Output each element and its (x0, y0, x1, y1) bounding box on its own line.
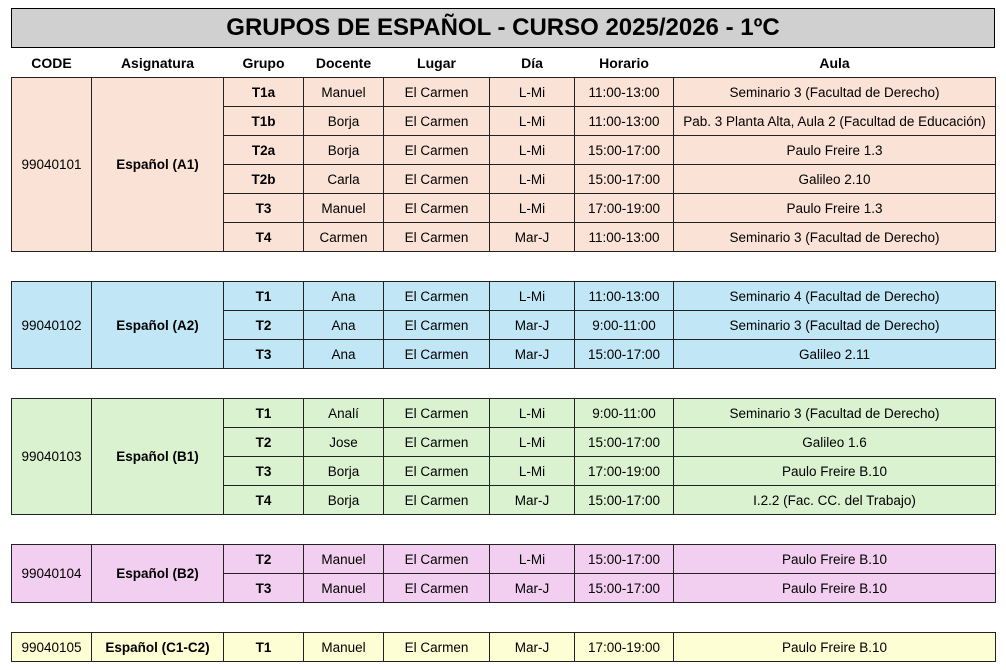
place-cell: El Carmen (384, 428, 490, 457)
group-cell: T3 (224, 194, 304, 223)
block-spacer (12, 515, 996, 545)
day-cell: L-Mi (490, 107, 575, 136)
place-cell: El Carmen (384, 136, 490, 165)
room-cell: Seminario 3 (Facultad de Derecho) (674, 223, 996, 252)
teacher-cell: Manuel (304, 633, 384, 662)
teacher-cell: Borja (304, 107, 384, 136)
day-cell: L-Mi (490, 165, 575, 194)
place-cell: El Carmen (384, 340, 490, 369)
room-cell: Seminario 3 (Facultad de Derecho) (674, 311, 996, 340)
block-spacer (12, 369, 996, 399)
table-row (12, 399, 996, 428)
header-code: CODE (31, 54, 72, 71)
teacher-cell: Carmen (304, 223, 384, 252)
time-cell: 15:00-17:00 (575, 165, 674, 194)
room-cell: Paulo Freire B.10 (674, 457, 996, 486)
course-code: 99040105 (12, 633, 92, 662)
day-cell: Mar-J (490, 223, 575, 252)
time-cell: 11:00-13:00 (575, 107, 674, 136)
teacher-cell: Ana (304, 311, 384, 340)
table-row (12, 282, 996, 311)
day-cell: Mar-J (490, 633, 575, 662)
place-cell: El Carmen (384, 486, 490, 515)
place-cell: El Carmen (384, 311, 490, 340)
group-cell: T3 (224, 340, 304, 369)
teacher-cell: Borja (304, 136, 384, 165)
group-cell: T1a (224, 78, 304, 107)
group-cell: T1 (224, 633, 304, 662)
teacher-cell: Ana (304, 282, 384, 311)
day-cell: Mar-J (490, 340, 575, 369)
day-cell: L-Mi (490, 457, 575, 486)
day-cell: L-Mi (490, 282, 575, 311)
room-cell: Paulo Freire B.10 (674, 545, 996, 574)
table-row (12, 545, 996, 574)
time-cell: 15:00-17:00 (575, 545, 674, 574)
teacher-cell: Analí (304, 399, 384, 428)
room-cell: Seminario 3 (Facultad de Derecho) (674, 399, 996, 428)
block-spacer (12, 252, 996, 282)
group-cell: T4 (224, 486, 304, 515)
teacher-cell: Manuel (304, 545, 384, 574)
group-cell: T4 (224, 223, 304, 252)
day-cell: L-Mi (490, 78, 575, 107)
place-cell: El Carmen (384, 107, 490, 136)
table-row (12, 78, 996, 107)
teacher-cell: Borja (304, 457, 384, 486)
place-cell: El Carmen (384, 223, 490, 252)
time-cell: 11:00-13:00 (575, 282, 674, 311)
teacher-cell: Carla (304, 165, 384, 194)
room-cell: Paulo Freire 1.3 (674, 136, 996, 165)
group-cell: T2 (224, 311, 304, 340)
header-horario: Horario (599, 54, 649, 71)
day-cell: L-Mi (490, 428, 575, 457)
group-cell: T2 (224, 428, 304, 457)
room-cell: Paulo Freire B.10 (674, 633, 996, 662)
place-cell: El Carmen (384, 194, 490, 223)
room-cell: Paulo Freire 1.3 (674, 194, 996, 223)
room-cell: I.2.2 (Fac. CC. del Trabajo) (674, 486, 996, 515)
time-cell: 15:00-17:00 (575, 136, 674, 165)
place-cell: El Carmen (384, 574, 490, 603)
day-cell: Mar-J (490, 574, 575, 603)
room-cell: Seminario 3 (Facultad de Derecho) (674, 78, 996, 107)
header-aula: Aula (819, 54, 850, 71)
schedule-sheet (11, 8, 995, 662)
time-cell: 17:00-19:00 (575, 457, 674, 486)
teacher-cell: Jose (304, 428, 384, 457)
header-dia: Día (521, 54, 543, 71)
teacher-cell: Manuel (304, 194, 384, 223)
time-cell: 15:00-17:00 (575, 340, 674, 369)
place-cell: El Carmen (384, 457, 490, 486)
page-title: GRUPOS DE ESPAÑOL - CURSO 2025/2026 - 1ºC (11, 8, 995, 48)
group-cell: T1 (224, 399, 304, 428)
time-cell: 17:00-19:00 (575, 633, 674, 662)
table-row (12, 633, 996, 662)
day-cell: L-Mi (490, 136, 575, 165)
course-code: 99040102 (12, 282, 92, 369)
teacher-cell: Ana (304, 340, 384, 369)
course-name: Español (A2) (92, 282, 224, 369)
header-docente: Docente (315, 54, 372, 71)
room-cell: Galileo 1.6 (674, 428, 996, 457)
place-cell: El Carmen (384, 78, 490, 107)
day-cell: Mar-J (490, 486, 575, 515)
course-name: Español (B1) (92, 399, 224, 515)
block-spacer (12, 603, 996, 633)
place-cell: El Carmen (384, 545, 490, 574)
room-cell: Seminario 4 (Facultad de Derecho) (674, 282, 996, 311)
place-cell: El Carmen (384, 282, 490, 311)
time-cell: 17:00-19:00 (575, 194, 674, 223)
course-name: Español (B2) (92, 545, 224, 603)
place-cell: El Carmen (384, 165, 490, 194)
time-cell: 11:00-13:00 (575, 78, 674, 107)
groups-table (11, 48, 996, 662)
group-cell: T1b (224, 107, 304, 136)
header-lugar: Lugar (417, 54, 456, 71)
course-name: Español (A1) (92, 78, 224, 252)
place-cell: El Carmen (384, 633, 490, 662)
group-cell: T3 (224, 457, 304, 486)
group-cell: T2b (224, 165, 304, 194)
teacher-cell: Manuel (304, 78, 384, 107)
header-row (12, 48, 996, 78)
room-cell: Paulo Freire B.10 (674, 574, 996, 603)
group-cell: T2 (224, 545, 304, 574)
course-code: 99040101 (12, 78, 92, 252)
course-code: 99040103 (12, 399, 92, 515)
time-cell: 11:00-13:00 (575, 223, 674, 252)
time-cell: 15:00-17:00 (575, 574, 674, 603)
time-cell: 9:00-11:00 (575, 399, 674, 428)
day-cell: Mar-J (490, 311, 575, 340)
course-name: Español (C1-C2) (92, 633, 224, 662)
time-cell: 15:00-17:00 (575, 486, 674, 515)
room-cell: Galileo 2.11 (674, 340, 996, 369)
room-cell: Galileo 2.10 (674, 165, 996, 194)
place-cell: El Carmen (384, 399, 490, 428)
day-cell: L-Mi (490, 194, 575, 223)
room-cell: Pab. 3 Planta Alta, Aula 2 (Facultad de Educación) (674, 107, 996, 136)
teacher-cell: Borja (304, 486, 384, 515)
day-cell: L-Mi (490, 545, 575, 574)
time-cell: 9:00-11:00 (575, 311, 674, 340)
group-cell: T2a (224, 136, 304, 165)
header-asignatura: Asignatura (120, 54, 195, 71)
group-cell: T1 (224, 282, 304, 311)
header-grupo: Grupo (242, 54, 285, 71)
group-cell: T3 (224, 574, 304, 603)
day-cell: L-Mi (490, 399, 575, 428)
course-code: 99040104 (12, 545, 92, 603)
time-cell: 15:00-17:00 (575, 428, 674, 457)
teacher-cell: Manuel (304, 574, 384, 603)
